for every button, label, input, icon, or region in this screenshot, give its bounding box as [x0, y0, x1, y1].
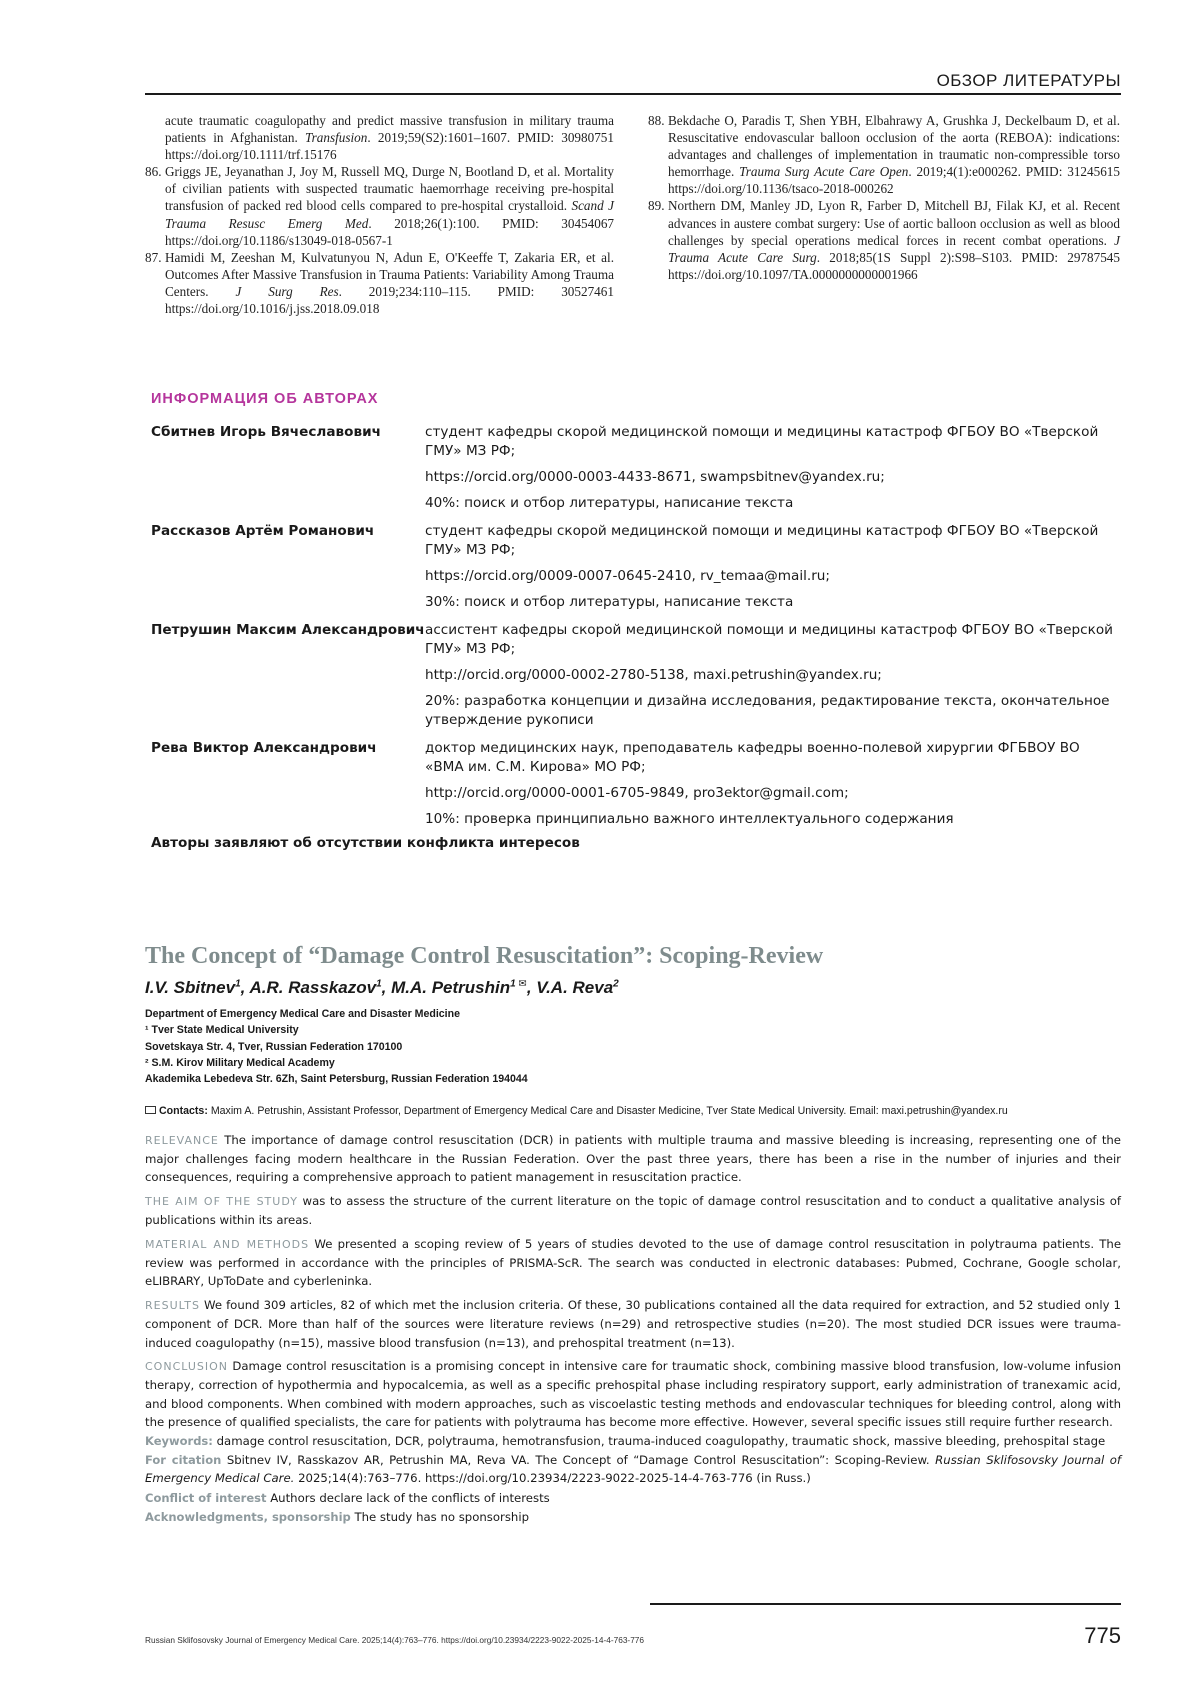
- conflict-of-interest: Conflict of interest Authors declare lack of the conflicts of interests: [145, 1490, 550, 1505]
- abstract: [145, 1131, 1121, 1527]
- abstract-relevance: RELEVANCE The importance of damage control resuscitation (DCR) in patients with multiple trauma and massive bleeding is increasing, representing one of the major challenges facing modern healthcare in the Russian Federation. Over the past three years, there has been a rise in the number of injuries and their consequences, requiring a comprehensive approach to patient management in resuscitation practice.: [145, 1133, 1121, 1185]
- abstract-results: RESULTS We found 309 articles, 82 of which met the inclusion criteria. Of these, 30 publications contained all the data required for extraction, and 52 studied only 1 component of DCR. More than half of the sources were literature reviews (n=29) and retrospective studies (n=20). The most studied DCR issues were trauma-induced coagulopathy (n=15), massive blood transfusion (n=13), and prehospital treatment (n=13).: [145, 1298, 1121, 1350]
- reference-number: 87.: [145, 249, 162, 265]
- acknowledgments: Acknowledgments, sponsorship The study has no sponsorship: [145, 1509, 529, 1524]
- author-row: [151, 618, 1121, 734]
- author-row: [151, 420, 1121, 517]
- page-number: 775: [1084, 1623, 1121, 1648]
- author-row: [151, 519, 1121, 616]
- reference-item: 88. Bekdache O, Paradis T, Shen YBH, Elbahrawy A, Grushka J, Deckelbaum D, et al. Resuscitative endovascular balloon occlusion of the aorta (REBOA): indications: advantages and challenges of implementation in traumatic non-compressible torso hemorrhage. Trauma Surg Acute Care Open. 2019;4(1):e000262. PMID: 31245615 https://doi.org/10.1136/tsaco-2018-000262: [648, 113, 1120, 197]
- contacts-line: Contacts: Maxim A. Petrushin, Assistant Professor, Department of Emergency Medical Care and Disaster Medicine, Tver State Medical University. Email: maxi.petrushin@yandex.ru: [145, 1105, 1008, 1117]
- reference-item: 86. Griggs JE, Jeyanathan J, Joy M, Russell MQ, Durge N, Bootland D, et al. Mortality of civilian patients with suspected traumatic haemorrhage receiving pre-hospital transfusion of packed red blood cells compared to pre-hospital crystalloid. Scand J Trauma Resusc Emerg Med. 2018;26(1):100. PMID: 30454067 https://doi.org/10.1186/s13049-018-0567-1: [145, 164, 615, 248]
- citation: For citation Sbitnev IV, Rasskazov AR, Petrushin MA, Reva VA. The Concept of “Damage Control Resuscitation”: Scoping-Review. Russian Sklifosovsky Journal of Emergency Medical Care. 2025;14(4):763–776. https://doi.org/10.23934/2223-9022-2025-14-4-763-776 (in Russ.): [145, 1453, 1121, 1486]
- author-name: Петрушин Максим Александрович: [151, 622, 425, 638]
- mail-icon: [145, 1106, 156, 1114]
- references-right-column: [648, 112, 1120, 283]
- footer-citation: Russian Sklifosovsky Journal of Emergency Medical Care. 2025;14(4):763–776. https://doi.org/10.23934/2223-9022-2025-14-4-763-776: [145, 1635, 645, 1645]
- keywords: Keywords: damage control resuscitation, DCR, polytrauma, hemotransfusion, trauma-induced coagulopathy, traumatic shock, massive bleeding, prehospital stage: [145, 1434, 1106, 1449]
- abstract-conclusion: CONCLUSION Damage control resuscitation is a promising concept in intensive care for traumatic shock, combining massive blood transfusion, low-volume infusion therapy, correction of hypothermia and hypocalcemia, as well as a specific prehospital phase including respiratory support, early administration of tranexamic acid, and blood components. When combined with modern approaches, such as viscoelastic testing methods and endovascular techniques for bleeding control, along with the presence of qualified specialists, the care for patients with polytrauma has become more effective. However, several specific issues still require further research.: [145, 1359, 1121, 1429]
- reference-number: 89.: [648, 198, 665, 214]
- author-details: доктор медицинских наук, преподаватель кафедры военно-полевой хирургии ФГБВОУ ВО «ВМА им. С.М. Кирова» МО РФ; http://orcid.org/0000-0001-6705-9849, pro3ektor@gmail.com; 10%: проверка принципиально важного интеллектуального содержания: [425, 740, 1080, 827]
- author-info-table: [151, 420, 1121, 833]
- reference-item: 89. Northern DM, Manley JD, Lyon R, Farber D, Mitchell BJ, Filak KJ, et al. Recent advances in austere combat surgery: Use of aortic balloon occlusion as well as blood challenges by special operations medical forces in recent combat operations. J Trauma Acute Care Surg. 2018;85(1S Suppl 2):S98–S103. PMID: 29787545 https://doi.org/10.1097/TA.0000000000001966: [648, 198, 1120, 282]
- abstract-methods: MATERIAL AND METHODS We presented a scoping review of 5 years of studies devoted to the use of damage control resuscitation in polytrauma patients. The review was performed in accordance with the principles of PRISMA-ScR. The search was conducted in electronic databases: Pubmed, Cochrane, Google scholar, eLIBRARY, UpToDate and cyberleninka.: [145, 1237, 1122, 1289]
- author-details: студент кафедры скорой медицинской помощи и медицины катастроф ФГБОУ ВО «Тверской ГМУ» МЗ РФ; https://orcid.org/0009-0007-0645-2410, rv_temaa@mail.ru; 30%: поиск и отбор литературы, написание текста: [425, 523, 1099, 610]
- references-left-column: [145, 112, 614, 317]
- reference-item: acute traumatic coagulopathy and predict massive transfusion in military trauma patients in Afghanistan. Transfusion. 2019;59(S2):1601–1607. PMID: 30980751 https://doi.org/10.1111/trf.15176: [165, 113, 614, 163]
- author-details: ассистент кафедры скорой медицинской помощи и медицины катастроф ФГБОУ ВО «Тверской ГМУ» МЗ РФ; http://orcid.org/0000-0002-2780-5138, maxi.petrushin@yandex.ru; 20%: разработка концепции и дизайна исследования, редактирование текста, окончательное утверждение рукописи: [425, 622, 1113, 728]
- english-title: The Concept of “Damage Control Resuscitation”: Scoping-Review: [145, 943, 824, 969]
- author-info-heading: ИНФОРМАЦИЯ ОБ АВТОРАХ: [151, 391, 379, 407]
- reference-item: 87. Hamidi M, Zeeshan M, Kulvatunyou N, Adun E, O'Keeffe T, Zakaria ER, et al. Outcomes After Massive Transfusion in Trauma Patients: Variability Among Trauma Centers. J Surg Res. 2019;234:110–115. PMID: 30527461 https://doi.org/10.1016/j.jss.2018.09.018: [145, 249, 614, 317]
- author-name: Рева Виктор Александрович: [151, 740, 377, 756]
- english-authors: I.V. Sbitnev$^1$, A.R. Rasskazov$^1$, M.A. Petrushin$^{1 ✉}$, V.A. Reva$^2$: [145, 978, 619, 997]
- reference-number: 86.: [145, 164, 162, 180]
- abstract-aim: THE AIM OF THE STUDY was to assess the structure of the current literature on the topic of damage control resuscitation and to conduct a qualitative analysis of publications within its areas.: [145, 1194, 1121, 1228]
- reference-number: 88.: [648, 113, 665, 128]
- author-row: [151, 736, 1121, 833]
- author-name: Сбитнев Игорь Вячеславович: [151, 424, 381, 440]
- header-divider: [145, 93, 1121, 95]
- author-details: студент кафедры скорой медицинской помощи и медицины катастроф ФГБОУ ВО «Тверской ГМУ» МЗ РФ; https://orcid.org/0000-0003-4433-8671, swampsbitnev@yandex.ru; 40%: поиск и отбор литературы, написание текста: [425, 424, 1099, 511]
- conflict-statement-ru: Авторы заявляют об отсутствии конфликта интересов: [151, 835, 580, 851]
- affiliations: Department of Emergency Medical Care and Disaster Medicine ¹ Tver State Medical University Sovetskaya Str. 4, Tver, Russian Federation 170100 ² S.M. Kirov Military Medical Academy Akademika Lebedeva Str. 6Zh, Saint Petersburg, Russian Federation 194044: [145, 1008, 528, 1086]
- section-title: ОБЗОР ЛИТЕРАТУРЫ: [936, 71, 1121, 90]
- footer-divider: [650, 1603, 1121, 1605]
- author-name: Рассказов Артём Романович: [151, 523, 375, 539]
